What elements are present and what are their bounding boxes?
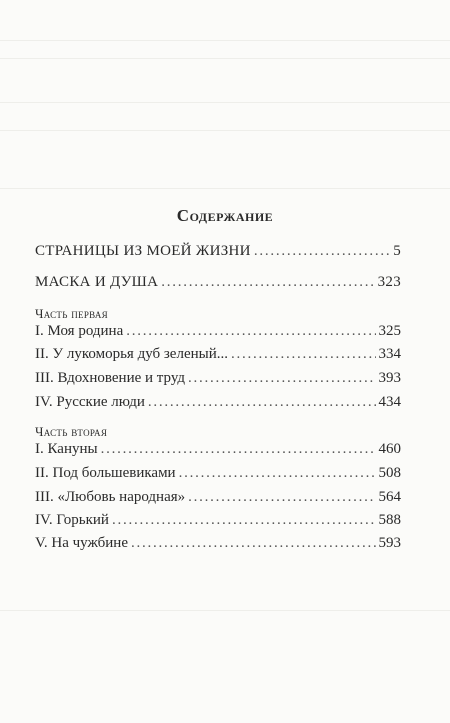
toc-entry[interactable]	[35, 534, 401, 552]
toc-entry-page: 334	[378, 346, 401, 362]
dot-leader	[188, 488, 375, 506]
toc-entry-page: 460	[378, 441, 401, 457]
toc-entry-title: V. На чужбине	[35, 535, 128, 551]
toc-entry[interactable]	[35, 511, 401, 529]
dot-leader	[148, 393, 376, 411]
dot-leader	[112, 511, 376, 529]
toc-entry-title: I. Кануны	[35, 441, 98, 457]
toc-entry-title: IV. Горький	[35, 512, 109, 528]
toc-entry-page: 564	[378, 489, 401, 505]
toc-entry-page: 325	[378, 323, 401, 339]
toc-entry-page: 593	[378, 535, 401, 551]
dot-leader	[126, 322, 375, 340]
part-heading: Часть вторая	[35, 424, 108, 439]
dot-leader	[101, 440, 376, 458]
dot-leader	[179, 464, 376, 482]
toc-entry-title: I. Моя родина	[35, 323, 124, 339]
toc-entry-major[interactable]	[35, 273, 401, 291]
toc-entry-title: IV. Русские люди	[35, 394, 145, 410]
dot-leader	[131, 534, 376, 552]
toc-entry[interactable]	[35, 393, 401, 411]
toc-entry[interactable]	[35, 464, 401, 482]
toc-entry-title: II. Под большевиками	[35, 465, 176, 481]
toc-entry-page: 434	[378, 394, 401, 410]
page-title: Содержание	[176, 206, 274, 225]
toc-entry-page: 393	[378, 370, 401, 386]
toc-entry[interactable]	[35, 369, 401, 387]
dot-leader	[161, 273, 374, 291]
dot-leader	[188, 369, 375, 387]
toc-entry-page: 323	[377, 274, 401, 290]
part-heading: Часть первая	[35, 306, 108, 321]
toc-entry-title: III. «Любовь народная»	[35, 489, 186, 505]
toc-entry-page: 508	[378, 465, 401, 481]
toc-entry-title: МАСКА И ДУША	[35, 274, 159, 290]
toc-entry[interactable]	[35, 345, 401, 363]
toc-entry-title: СТРАНИЦЫ ИЗ МОЕЙ ЖИЗНИ	[35, 243, 251, 259]
toc-entry-major[interactable]	[35, 242, 401, 260]
toc-entry[interactable]	[35, 440, 401, 458]
toc-entry-page: 588	[378, 512, 401, 528]
toc-entry[interactable]	[35, 488, 401, 506]
toc-entry-title: III. Вдохновение и труд	[35, 370, 186, 386]
toc-entry[interactable]	[35, 322, 401, 340]
dot-leader	[254, 242, 390, 260]
toc-entry-page: 5	[393, 243, 401, 259]
toc-entry-title: II. У лукоморья дуб зеленый...	[35, 346, 228, 362]
dot-leader	[231, 345, 376, 363]
